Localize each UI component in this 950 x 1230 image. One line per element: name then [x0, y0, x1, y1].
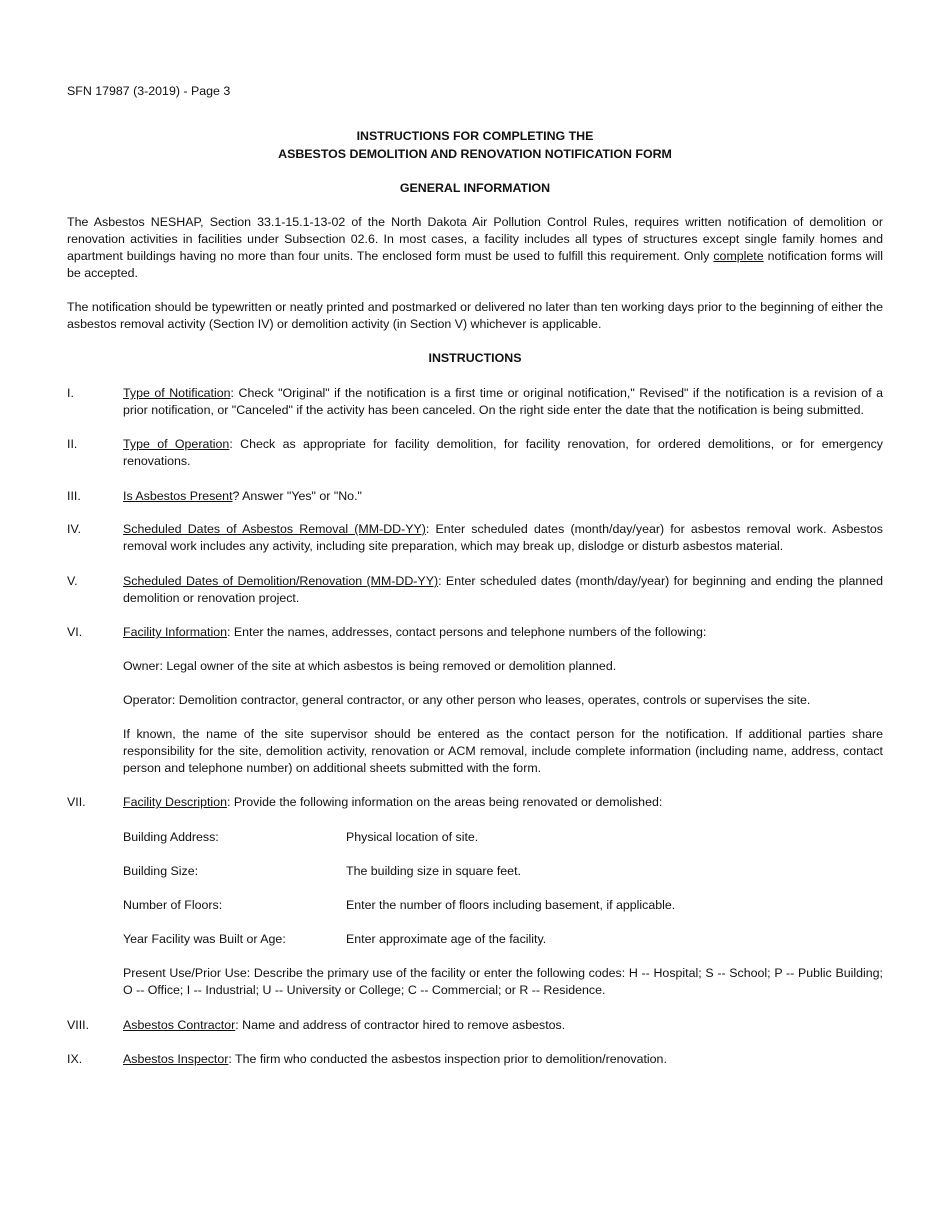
- item-number: V.: [67, 574, 78, 588]
- item-term: Scheduled Dates of Asbestos Removal (MM-DD-YY): [123, 522, 426, 536]
- general-information-heading: GENERAL INFORMATION: [399, 181, 551, 195]
- item-term: Scheduled Dates of Demolition/Renovation (MM-DD-YY): [123, 574, 439, 588]
- instruction-item: VIII. Asbestos Contractor: Name and address of contractor hired to remove asbestos.: [67, 1018, 566, 1032]
- instruction-item: IX. Asbestos Inspector: The firm who conducted the asbestos inspection prior to demolition/renovation.: [67, 1052, 667, 1066]
- item-term: Type of Notification: [123, 386, 231, 400]
- instruction-item: VII. Facility Description: Provide the following information on the areas being renovated or demolished:: [67, 795, 663, 809]
- item-number: III.: [67, 489, 81, 503]
- item-number: VIII.: [67, 1018, 90, 1032]
- instruction-item: II. Type of Operation: Check as appropriate for facility demolition, for facility renovation, for ordered demolitions, or for emergency renovations.: [67, 437, 883, 468]
- item-term: Asbestos Contractor: [123, 1018, 236, 1032]
- present-use-description: Present Use/Prior Use: Describe the primary use of the facility or enter the following codes: H -- Hospital; S -- School; P -- Public Building; O -- Office; I -- Industrial; U -- University or College; C -- Commercial; or R -- Residence.: [123, 966, 883, 997]
- general-paragraph-1: The Asbestos NESHAP, Section 33.1-15.1-13-02 of the North Dakota Air Pollution Control Rules, requires written notification of demolition or renovation activities in facilities under Subsection 02.6. In most cases, a facility includes all types of structures except single family homes and apartment buildings having no more than four units. The enclosed form must be used to fulfill this requirement. Only complete notification forms will be accepted.: [67, 215, 883, 280]
- row-label: Building Size:: [123, 864, 199, 878]
- row-value: Enter approximate age of the facility.: [346, 932, 547, 946]
- item-number: VI.: [67, 625, 83, 639]
- title-line-2: ASBESTOS DEMOLITION AND RENOVATION NOTIFICATION FORM: [278, 147, 672, 161]
- instruction-item: V. Scheduled Dates of Demolition/Renovation (MM-DD-YY): Enter scheduled dates (month/day/year) for beginning and ending the planned demolition or renovation project.: [67, 574, 883, 605]
- item-number: II.: [67, 437, 78, 451]
- instructions-heading: INSTRUCTIONS: [428, 351, 522, 365]
- instruction-item: I. Type of Notification: Check "Original" if the notification is a first time or original notification," Revised" if the notification is a revision of a prior notification, or "Canceled" if the activity has been canceled. On the right side enter the date that the notification is being submitted.: [67, 386, 883, 417]
- instruction-item: IV. Scheduled Dates of Asbestos Removal (MM-DD-YY): Enter scheduled dates (month/day/year) for asbestos removal work. Asbestos removal work includes any activity, including site preparation, which may break up, dislodge or disturb asbestos material.: [67, 522, 883, 553]
- row-label: Building Address:: [123, 830, 219, 844]
- general-paragraph-2: The notification should be typewritten or neatly printed and postmarked or delivered no later than ten working days prior to the beginning of either the asbestos removal activity (Section IV) or demolition activity (in Section V) whichever is applicable.: [67, 300, 883, 331]
- item-term: Type of Operation: [123, 437, 230, 451]
- row-value: Physical location of site.: [346, 830, 479, 844]
- row-label: Year Facility was Built or Age:: [123, 932, 286, 946]
- item-term: Asbestos Inspector: [123, 1052, 229, 1066]
- row-value: The building size in square feet.: [346, 864, 521, 878]
- item-term: Facility Description: [123, 795, 227, 809]
- item-term: Facility Information: [123, 625, 227, 639]
- title-line-1: INSTRUCTIONS FOR COMPLETING THE: [356, 129, 594, 143]
- row-label: Number of Floors:: [123, 898, 223, 912]
- complete-underlined: complete: [713, 249, 764, 263]
- row-value: Enter the number of floors including basement, if applicable.: [346, 898, 676, 912]
- item-number: I.: [67, 386, 74, 400]
- owner-description: Owner: Legal owner of the site at which asbestos is being removed or demolition planned.: [123, 659, 617, 673]
- instruction-item: III. Is Asbestos Present? Answer "Yes" or "No.": [67, 489, 362, 503]
- instruction-item: VI. Facility Information: Enter the names, addresses, contact persons and telephone numbers of the following:: [67, 625, 707, 639]
- site-supervisor-note: If known, the name of the site supervisor should be entered as the contact person for the notification. If additional parties share responsibility for the site, demolition activity, renovation or ACM removal, include complete information (including name, address, contact person and telephone number) on additional sheets submitted with the form.: [123, 727, 883, 775]
- form-header: SFN 17987 (3-2019) - Page 3: [67, 84, 231, 98]
- item-number: IV.: [67, 522, 82, 536]
- item-number: IX.: [67, 1052, 83, 1066]
- item-term: Is Asbestos Present: [123, 489, 233, 503]
- item-number: VII.: [67, 795, 86, 809]
- operator-description: Operator: Demolition contractor, general contractor, or any other person who leases, operates, controls or supervises the site.: [123, 693, 811, 707]
